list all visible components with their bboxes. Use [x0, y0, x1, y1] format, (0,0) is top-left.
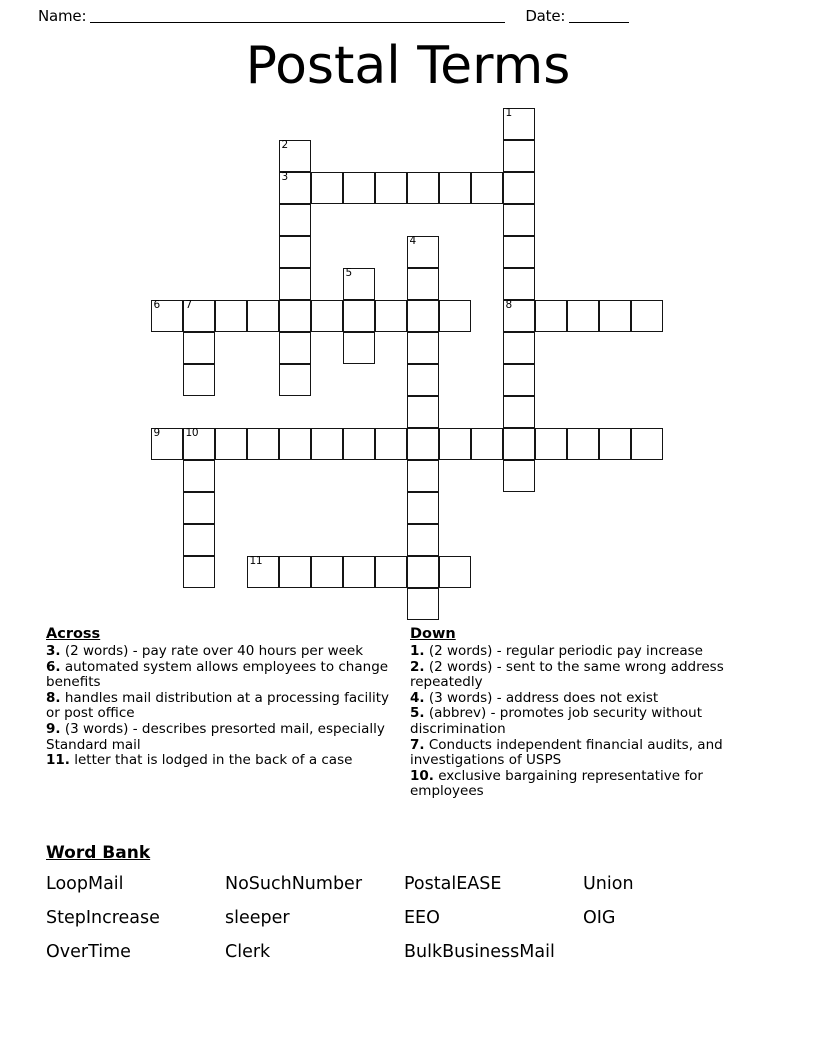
- clue-number: 2.: [410, 658, 425, 675]
- clue-item: [410, 706, 762, 737]
- crossword-cell[interactable]: [503, 460, 535, 492]
- crossword-cell[interactable]: [407, 524, 439, 556]
- cell-number: 6: [153, 299, 160, 311]
- crossword-cell[interactable]: [215, 428, 247, 460]
- cell-number: 9: [153, 427, 160, 439]
- crossword-cell[interactable]: [375, 556, 407, 588]
- across-heading: Across: [46, 626, 101, 642]
- crossword-cell[interactable]: [151, 300, 183, 332]
- clues-section: [46, 626, 770, 800]
- clue-number: 3.: [46, 643, 61, 659]
- crossword-cell[interactable]: [247, 428, 279, 460]
- crossword-cell[interactable]: [311, 556, 343, 588]
- crossword-cell[interactable]: [343, 332, 375, 364]
- clue-item: [410, 691, 762, 707]
- crossword-cell[interactable]: [279, 300, 311, 332]
- worksheet-header: [0, 0, 816, 28]
- cell-number: 10: [185, 427, 199, 439]
- crossword-cell[interactable]: [471, 172, 503, 204]
- clue-item: [410, 660, 762, 691]
- down-clues-column: [410, 626, 762, 800]
- crossword-cell[interactable]: [183, 460, 215, 492]
- clue-number: 7.: [410, 736, 425, 753]
- crossword-cell[interactable]: [279, 140, 311, 172]
- crossword-cell[interactable]: [407, 236, 439, 268]
- clue-number: 5.: [410, 705, 425, 722]
- down-clue-list: [410, 644, 762, 800]
- crossword-cell[interactable]: [279, 268, 311, 300]
- cell-number: 7: [185, 299, 192, 311]
- clue-text: automated system allows employees to change benefits: [46, 658, 389, 691]
- crossword-cell[interactable]: [183, 300, 215, 332]
- crossword-cell[interactable]: [407, 268, 439, 300]
- word-bank-item[interactable]: NoSuchNumber: [225, 874, 363, 894]
- cell-number: 1: [505, 107, 512, 119]
- crossword-cell[interactable]: [407, 556, 439, 588]
- word-bank-item[interactable]: Union: [583, 874, 634, 894]
- crossword-cell[interactable]: [439, 300, 471, 332]
- word-bank-item[interactable]: Clerk: [225, 942, 271, 962]
- crossword-cell[interactable]: [311, 428, 343, 460]
- crossword-cell[interactable]: [439, 428, 471, 460]
- crossword-cell[interactable]: [599, 300, 631, 332]
- clue-text: letter that is lodged in the back of a case: [69, 752, 353, 769]
- clue-number: 4.: [410, 689, 425, 706]
- across-clues-column: [46, 626, 398, 800]
- crossword-cell[interactable]: [407, 492, 439, 524]
- clue-text: (3 words) - describes presorted mail, especially Standard mail: [46, 720, 385, 753]
- word-bank-empty: [583, 938, 733, 966]
- clue-text: handles mail distribution at a processing facility or post office: [46, 689, 390, 722]
- crossword-cell[interactable]: [247, 556, 279, 588]
- crossword-cell[interactable]: [183, 524, 215, 556]
- clue-number: 6.: [46, 658, 61, 675]
- clue-item: [46, 722, 398, 753]
- crossword-cell[interactable]: [343, 300, 375, 332]
- crossword-cell[interactable]: [503, 428, 535, 460]
- crossword-cell[interactable]: [407, 428, 439, 460]
- word-bank-item[interactable]: sleeper: [225, 908, 290, 928]
- crossword-cell[interactable]: [407, 588, 439, 620]
- crossword-cell[interactable]: [503, 172, 535, 204]
- clue-text: (3 words) - address does not exist: [424, 689, 659, 706]
- crossword-cell[interactable]: [503, 300, 535, 332]
- down-heading: Down: [410, 626, 456, 642]
- word-bank-item[interactable]: OverTime: [46, 942, 131, 962]
- clue-item: [410, 644, 762, 660]
- word-bank-item[interactable]: OIG: [583, 908, 616, 928]
- clue-item: [46, 691, 398, 722]
- crossword-cell[interactable]: [247, 300, 279, 332]
- clue-number: 8.: [46, 689, 61, 706]
- clue-item: [410, 738, 762, 769]
- clue-text: Conducts independent financial audits, and investigations of USPS: [410, 736, 723, 769]
- crossword-cell[interactable]: [631, 300, 663, 332]
- clue-text: (2 words) - pay rate over 40 hours per week: [60, 643, 364, 659]
- cell-number: 2: [281, 139, 288, 151]
- crossword-cell[interactable]: [343, 556, 375, 588]
- crossword-cell[interactable]: [183, 556, 215, 588]
- crossword-cell[interactable]: [279, 556, 311, 588]
- cell-number: 3: [281, 171, 288, 183]
- crossword-cell[interactable]: [503, 204, 535, 236]
- page-title: Postal Terms: [245, 36, 571, 96]
- clue-text: (2 words) - regular periodic pay increase: [424, 643, 703, 659]
- word-bank-item[interactable]: StepIncrease: [46, 908, 160, 928]
- crossword-cell[interactable]: [503, 364, 535, 396]
- crossword-cell[interactable]: [503, 108, 535, 140]
- word-bank-item[interactable]: EEO: [404, 908, 440, 928]
- clue-item: [46, 644, 398, 660]
- crossword-cell[interactable]: [279, 172, 311, 204]
- clue-item: [46, 753, 398, 769]
- crossword-cell[interactable]: [311, 172, 343, 204]
- crossword-cell[interactable]: [183, 332, 215, 364]
- crossword-cell[interactable]: [279, 204, 311, 236]
- cell-number: 5: [345, 267, 352, 279]
- crossword-cell[interactable]: [183, 492, 215, 524]
- word-bank-item[interactable]: PostalEASE: [404, 874, 502, 894]
- crossword-cell[interactable]: [407, 332, 439, 364]
- crossword-cell[interactable]: [407, 172, 439, 204]
- word-bank-list: [46, 870, 770, 966]
- crossword-cell[interactable]: [407, 364, 439, 396]
- clue-number: 9.: [46, 720, 61, 737]
- clue-number: 11.: [46, 752, 70, 769]
- crossword-cell[interactable]: [279, 428, 311, 460]
- crossword-cell[interactable]: [631, 428, 663, 460]
- crossword-cell[interactable]: [215, 300, 247, 332]
- crossword-cell[interactable]: [407, 396, 439, 428]
- crossword-cell[interactable]: [343, 268, 375, 300]
- crossword-cell[interactable]: [343, 428, 375, 460]
- clue-item: [46, 660, 398, 691]
- crossword-cell[interactable]: [503, 396, 535, 428]
- crossword-cell[interactable]: [471, 428, 503, 460]
- clue-number: 10.: [410, 767, 434, 784]
- crossword-cell[interactable]: [279, 332, 311, 364]
- crossword-cell[interactable]: [279, 364, 311, 396]
- clue-item: [410, 769, 762, 800]
- clue-text: (2 words) - sent to the same wrong address repeatedly: [410, 658, 724, 691]
- crossword-cell[interactable]: [343, 172, 375, 204]
- clue-number: 1.: [410, 643, 425, 659]
- crossword-cell[interactable]: [439, 172, 471, 204]
- date-label: Date:: [525, 7, 566, 25]
- crossword-cell[interactable]: [375, 300, 407, 332]
- date-write-line[interactable]: [569, 10, 629, 23]
- across-clue-list: [46, 644, 398, 769]
- crossword-cell[interactable]: [407, 300, 439, 332]
- crossword-cell[interactable]: [375, 172, 407, 204]
- crossword-cell[interactable]: [407, 460, 439, 492]
- name-label: Name:: [38, 7, 87, 25]
- cell-number: 11: [249, 555, 263, 567]
- crossword-cell[interactable]: [279, 236, 311, 268]
- crossword-cell[interactable]: [535, 300, 567, 332]
- crossword-cell[interactable]: [503, 236, 535, 268]
- cell-number: 4: [409, 235, 416, 247]
- crossword-cell[interactable]: [311, 300, 343, 332]
- crossword-cell[interactable]: [503, 140, 535, 172]
- crossword-cell[interactable]: [503, 332, 535, 364]
- crossword-cell[interactable]: [599, 428, 631, 460]
- crossword-cell[interactable]: [535, 428, 567, 460]
- crossword-cell[interactable]: [151, 428, 183, 460]
- word-bank-heading: Word Bank: [46, 843, 151, 863]
- crossword-cell[interactable]: [183, 428, 215, 460]
- cell-number: 8: [505, 299, 512, 311]
- crossword-cell[interactable]: [567, 300, 599, 332]
- crossword-cell[interactable]: [439, 556, 471, 588]
- clue-text: (abbrev) - promotes job security without discrimination: [410, 705, 702, 737]
- crossword-cell[interactable]: [503, 268, 535, 300]
- crossword-grid[interactable]: [151, 108, 665, 624]
- crossword-cell[interactable]: [183, 364, 215, 396]
- crossword-cell[interactable]: [375, 428, 407, 460]
- crossword-cell[interactable]: [567, 428, 599, 460]
- name-write-line[interactable]: [90, 10, 505, 23]
- word-bank-item[interactable]: LoopMail: [46, 874, 124, 894]
- word-bank-item[interactable]: BulkBusinessMail: [404, 942, 555, 962]
- clue-text: exclusive bargaining representative for employees: [410, 767, 703, 800]
- word-bank-section: [46, 842, 770, 966]
